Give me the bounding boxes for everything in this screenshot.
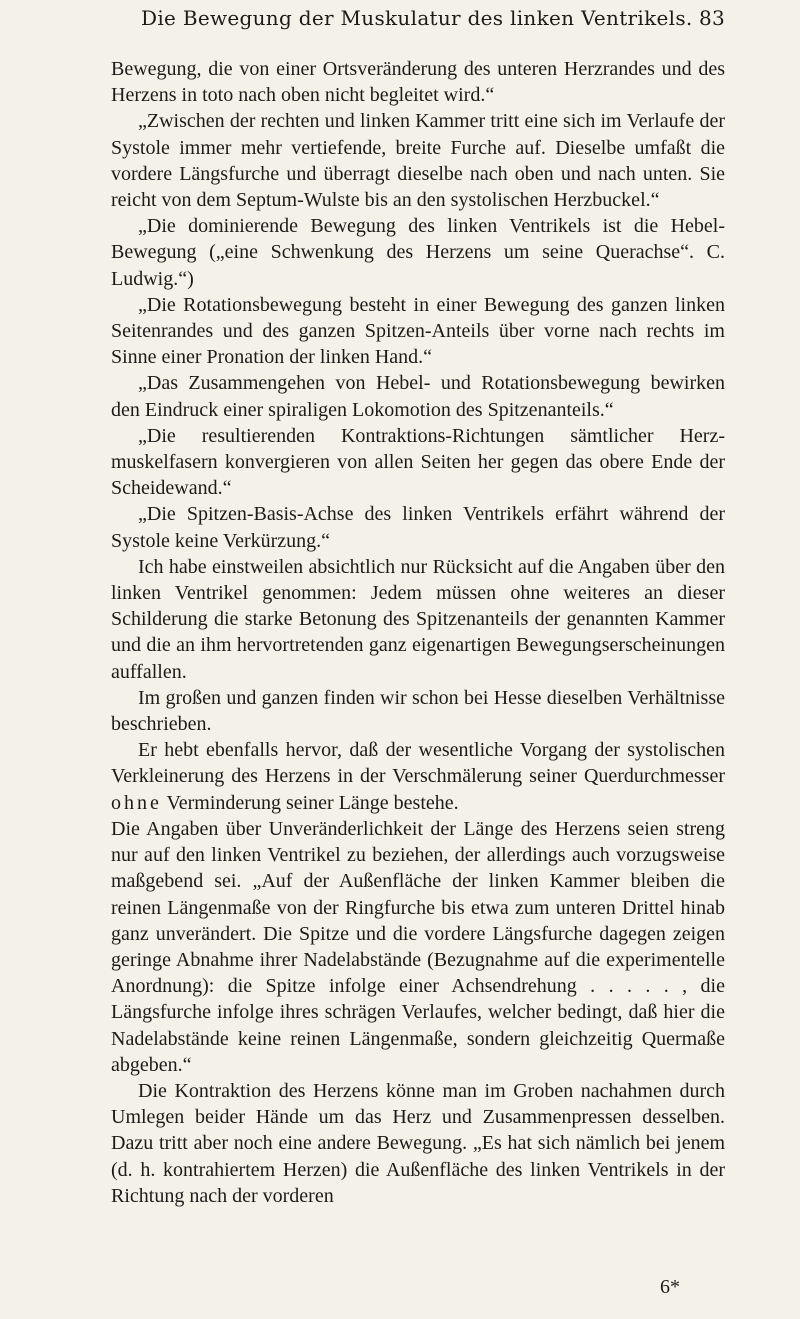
paragraph-11: Die Angaben über Unveränderlichkeit der Länge des Herzens seien streng nur auf den linken Ventrikel zu beziehen, der allerdings auch vorzugsweise maßgebend sei. „Auf der Außenfläche der linken Kammer bleiben die reinen Längenmaße von der Ringfurche bis etwa zum unteren Drittel hinab ganz unverändert. Die Spitze und die vordere Längsfurche dagegen zeigen geringe Abnahme ihrer Nadelabstände (Bezugnahme auf die experimentelle Anordnung): die Spitze infolge einer Achsendrehung . . . . . , die Längsfurche infolge ihres schrägen Verlaufes, welcher bedingt, daß hier die Nadelabstände keine reinen Längenmaße, sondern gleichzeitig Quermaße abgeben.“ — [111, 817, 725, 1076]
paragraph-9: Im großen und ganzen finden wir schon bei Hesse dieselben Verhältnisse beschrieben. — [111, 686, 725, 736]
paragraph-12: Die Kontraktion des Herzens könne man im Groben nachahmen durch Umlegen beider Hände um das Herz und Zusammenpressen desselben. Dazu tritt aber noch eine andere Bewegung. „Es hat sich nämlich bei jenem (d. h. kontrahiertem Herzen) die Außenfläche des linken Ventrikels in der Richtung nach der vorderen — [111, 1079, 725, 1207]
paragraph-2: „Zwischen der rechten und linken Kammer tritt eine sich im Verlaufe der Systole immer mehr vertiefende, breite Furche auf. Dieselbe umfaßt die vordere Längsfurche und überragt dieselbe nach oben und nach unten. Sie reicht von dem Septum-Wulste bis an den systolischen Herzbuckel.“ — [111, 110, 725, 212]
paragraph-7: „Die Spitzen-Basis-Achse des linken Ventrikels erfährt während der Systole keine Verkürzung.“ — [111, 503, 725, 552]
paragraph-10-before: Er hebt ebenfalls hervor, daß der wesentliche Vorgang der systolischen Verkleinerung des Herzens in der Verschmälerung seiner Querdurchmesser — [111, 739, 725, 788]
paragraph-5: „Das Zusammengehen von Hebel- und Rotationsbewegung bewirken den Eindruck einer spiraligen Lokomotion des Spitzenanteils.“ — [111, 372, 725, 421]
spaced-emphasis: ohne — [111, 791, 162, 814]
paragraph-8: Ich habe einstweilen absichtlich nur Rücksicht auf die Angaben über den linken Ventrikel genommen: Jedem müssen ohne weiteres an dieser Schilderung die starke Betonung des Spitzenanteils der genannten Kammer und die an ihm hervortretenden ganz eigenartigen Bewegungserscheinungen auffallen. — [111, 555, 725, 683]
printer-signature: 6* — [660, 1276, 680, 1298]
paragraph-1: Bewegung, die von einer Ortsveränderung des unteren Herzrandes und des Herzens in toto nach oben nicht begleitet wird.“ — [111, 58, 725, 107]
paragraph-10-after: Verminderung seiner Länge bestehe. — [161, 791, 459, 814]
page-number: 83 — [698, 6, 725, 30]
running-head — [111, 0, 725, 36]
paragraph-6: „Die resultierenden Kontraktions-Richtungen sämtlicher Herzmuskelfasern konvergieren von allen Seiten her gegen das obere Ende der Scheidewand.“ — [111, 424, 725, 500]
paragraph-3: „Die dominierende Bewegung des linken Ventrikels ist die Hebel-Bewegung („eine Schwenkung des Herzens um seine Querachse“. C. Ludwig.“) — [111, 215, 725, 290]
body-text — [111, 56, 725, 1209]
running-title: Die Bewegung der Muskulatur des linken Ventrikels. — [141, 6, 693, 30]
paragraph-4: „Die Rotationsbewegung besteht in einer Bewegung des ganzen linken Seitenrandes und des ganzen Spitzen-Anteils über vorne nach rechts im Sinne einer Pronation der linken Hand.“ — [111, 293, 725, 369]
paragraph-10 — [111, 737, 725, 816]
